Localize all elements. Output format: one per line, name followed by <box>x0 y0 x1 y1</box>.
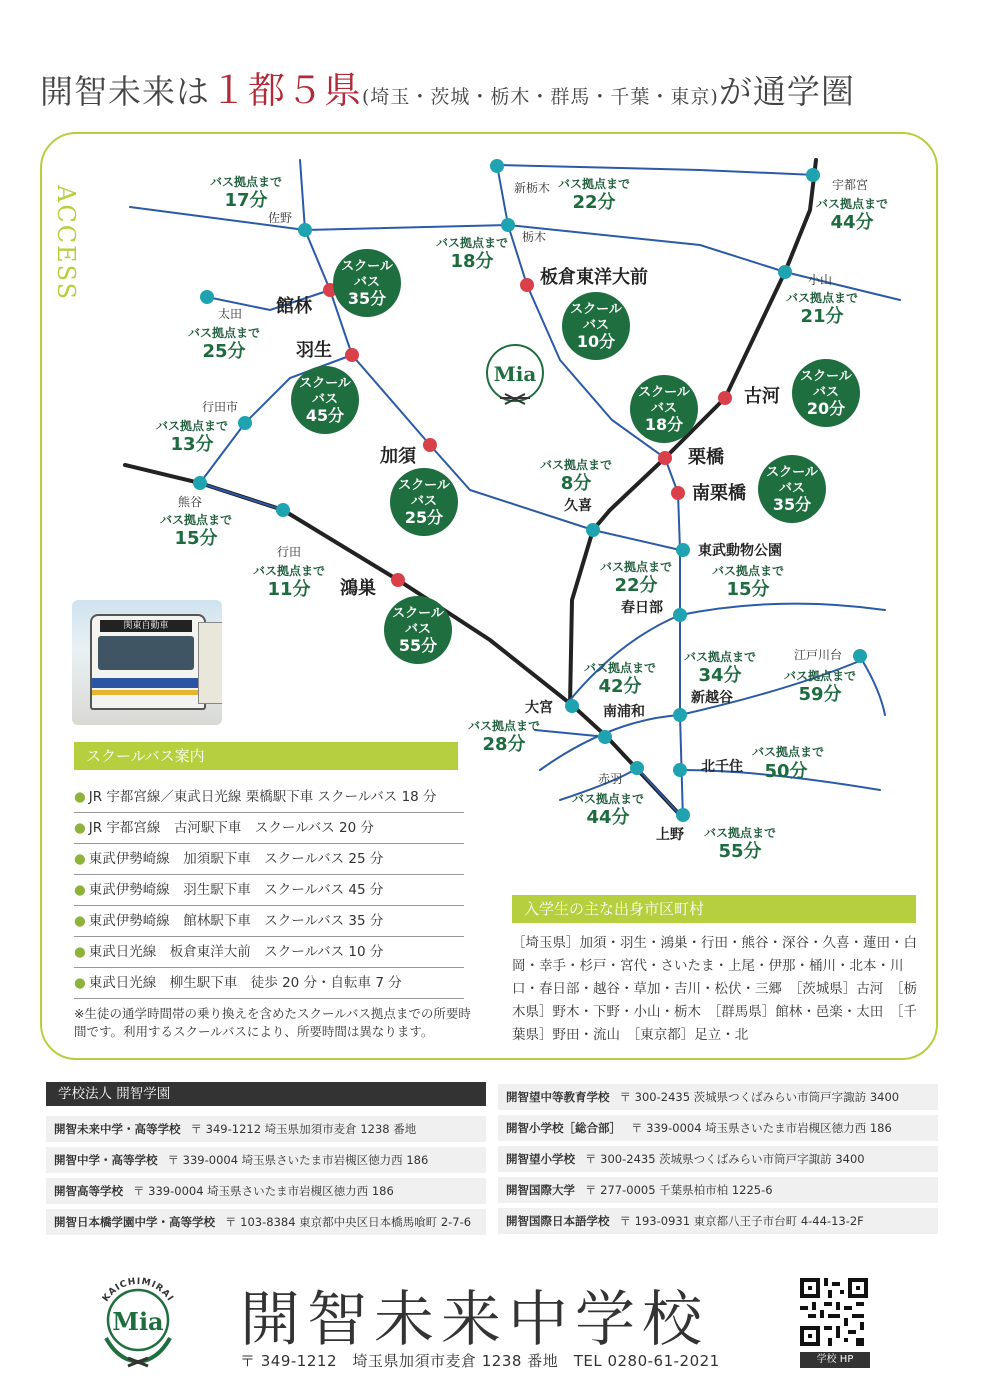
svg-text:15分: 15分 <box>726 579 770 600</box>
svg-text:バス: バス <box>778 481 806 496</box>
hub-label-sano <box>210 174 292 225</box>
school-bus-badge-kurihashi <box>630 375 698 443</box>
svg-text:バス: バス <box>410 494 438 509</box>
svg-text:東武動物公園: 東武動物公園 <box>698 543 782 559</box>
hub-marker-oyama <box>778 265 792 279</box>
svg-text:熊谷: 熊谷 <box>177 495 203 509</box>
school-row: 開智国際日本語学校 〒 193-0931 東京都八王子市台町 4-44-13-2F <box>498 1208 938 1234</box>
svg-text:13分: 13分 <box>170 434 214 455</box>
svg-text:春日部: 春日部 <box>621 600 663 616</box>
station-marker-kurihashi <box>658 451 672 465</box>
svg-text:22分: 22分 <box>572 192 616 213</box>
bus-guide-row: ● JR 宇都宮線 古河駅下車 スクールバス 20 分 <box>74 813 464 844</box>
svg-text:スクール: スクール <box>766 465 818 480</box>
svg-text:50分: 50分 <box>764 761 808 782</box>
school-row: 開智中学・高等学校 〒 339-0004 埼玉県さいたま市岩槻区徳力西 186 <box>46 1147 486 1173</box>
qr-label: 学校 HP <box>800 1352 870 1368</box>
title-prefectures: (埼玉・茨城・栃木・群馬・千葉・東京) <box>362 86 719 108</box>
svg-text:10分: 10分 <box>576 332 616 351</box>
station-marker-itakura <box>520 278 534 292</box>
school-row: 開智望小学校 〒 300-2435 茨城県つくばみらい市筒戸字諏訪 3400 <box>498 1146 938 1172</box>
school-row: 開智高等学校 〒 339-0004 埼玉県さいたま市岩槻区徳力西 186 <box>46 1178 486 1204</box>
school-bus-badge-minamikurihashi <box>758 455 826 523</box>
svg-text:20分: 20分 <box>806 399 846 418</box>
svg-text:バス拠点まで: バス拠点まで <box>583 661 657 675</box>
hub-label-ota <box>188 306 260 362</box>
school-bus-badge-tatebayashi <box>333 249 401 317</box>
origins-text: ［埼玉県］加須・羽生・鴻巣・行田・熊谷・深谷・久喜・蓮田・白岡・幸手・杉戸・宮代・さいたま・上尾・伊那・桶川・北本・川口・春日部・越谷・草加・吉川・松伏・三郷 ［茨城県］古河 ［栃木県］野木・下野・小山・栃木 ［群馬県］館林・邑楽・太田 ［千葉県］野田・流山 ［東京都］足立・北 <box>512 935 917 1043</box>
svg-text:バス拠点まで: バス拠点まで <box>711 564 785 578</box>
hub-marker-ueno <box>676 808 690 822</box>
map-school-logo <box>487 345 543 404</box>
hub-label-oyama <box>786 273 858 327</box>
bus-guide-heading: スクールバス案内 <box>74 742 458 770</box>
svg-text:22分: 22分 <box>614 575 658 596</box>
svg-text:バス拠点まで: バス拠点まで <box>703 826 777 840</box>
school-row: 開智日本橋学園中学・高等学校 〒 103-8384 東京都中央区日本橋馬喰町 2-7-6 <box>46 1209 486 1235</box>
school-bus-badge-koga <box>792 359 860 427</box>
hub-marker-gyodashi <box>238 416 252 430</box>
title-highlight: １都５県 <box>210 69 362 112</box>
station-label-minamikurihashi: 南栗橋 <box>692 483 746 504</box>
svg-text:55分: 55分 <box>398 636 438 655</box>
svg-text:18分: 18分 <box>450 251 494 272</box>
access-label: ACCESS <box>52 185 80 302</box>
svg-text:35分: 35分 <box>772 495 812 514</box>
hub-marker-minamiurawa <box>598 730 612 744</box>
school-bus-photo <box>72 600 222 725</box>
hub-marker-gyoda <box>276 503 290 517</box>
station-label-tatebayashi: 館林 <box>276 296 312 317</box>
svg-text:スクール: スクール <box>570 302 622 317</box>
line-utsunomiya <box>570 160 816 705</box>
svg-text:江戸川台: 江戸川台 <box>793 648 843 662</box>
svg-text:バス拠点まで: バス拠点まで <box>815 197 889 211</box>
svg-text:バス: バス <box>812 385 840 400</box>
svg-text:スクール: スクール <box>392 606 444 621</box>
svg-text:バス: バス <box>404 622 432 637</box>
svg-text:バス拠点まで: バス拠点まで <box>187 326 261 340</box>
svg-text:34分: 34分 <box>698 665 742 686</box>
bus-guide-row: ● 東武伊勢崎線 館林駅下車 スクールバス 35 分 <box>74 906 464 937</box>
hub-label-edogawadai <box>784 648 856 705</box>
svg-text:久喜: 久喜 <box>564 498 592 514</box>
hub-label-ueno <box>656 825 776 862</box>
svg-text:25分: 25分 <box>404 508 444 527</box>
hub-label-gyoda <box>253 545 325 600</box>
station-label-kurihashi: 栗橋 <box>688 447 724 468</box>
hub-marker-kasukabe <box>673 608 687 622</box>
school-address: 〒 349-1212 埼玉県加須市麦倉 1238 番地 TEL 0280-61-2021 <box>240 1352 720 1370</box>
hub-label-shintochigi <box>514 176 630 213</box>
svg-text:バス: バス <box>582 318 610 333</box>
svg-text:59分: 59分 <box>798 684 842 705</box>
line-kumagaya-gyoda <box>200 483 283 510</box>
svg-text:バス: バス <box>311 392 339 407</box>
hub-marker-omiya <box>565 699 579 713</box>
svg-text:18分: 18分 <box>644 415 684 434</box>
svg-text:8分: 8分 <box>560 473 592 494</box>
hub-label-gyodashi <box>156 400 238 455</box>
hub-label-shinkoshigaya <box>684 649 756 706</box>
bus-guide-row: ● 東武伊勢崎線 羽生駅下車 スクールバス 45 分 <box>74 875 464 906</box>
svg-text:バス: バス <box>353 275 381 290</box>
school-name: 開智未来中学校 <box>240 1285 709 1355</box>
hub-label-kuki <box>540 457 612 514</box>
hub-marker-akabane <box>630 761 644 775</box>
school-logo <box>88 1268 188 1368</box>
svg-text:佐野: 佐野 <box>267 211 293 225</box>
svg-text:新越谷: 新越谷 <box>691 690 733 706</box>
svg-text:KAICHIMIRAI: KAICHIMIRAI <box>100 1276 176 1304</box>
hub-label-kumagaya <box>160 494 232 549</box>
svg-text:スクール: スクール <box>800 369 852 384</box>
svg-text:バス拠点まで: バス拠点まで <box>783 669 857 683</box>
bus-guide-row: ● JR 宇都宮線／東武日光線 栗橋駅下車 スクールバス 18 分 <box>74 782 464 813</box>
line-keihin <box>535 730 607 737</box>
corporation-heading: 学校法人 開智学園 <box>46 1082 486 1106</box>
hub-marker-kumagaya <box>193 476 207 490</box>
hub-marker-kitasenju <box>673 763 687 777</box>
bus-destination-sign: 関東自動車 <box>100 620 192 632</box>
svg-text:バス拠点まで: バス拠点まで <box>467 719 541 733</box>
school-bus-badge-hanyu <box>291 366 359 434</box>
svg-text:15分: 15分 <box>174 528 218 549</box>
school-row: 開智望中等教育学校 〒 300-2435 茨城県つくばみらい市筒戸字諏訪 3400 <box>498 1084 938 1110</box>
svg-text:スクール: スクール <box>398 478 450 493</box>
svg-text:バス拠点まで: バス拠点まで <box>785 291 859 305</box>
svg-text:スクール: スクール <box>638 385 690 400</box>
hub-label-omiya <box>468 699 553 755</box>
svg-text:北千住: 北千住 <box>701 759 743 775</box>
svg-text:バス拠点まで: バス拠点まで <box>571 792 645 806</box>
svg-text:44分: 44分 <box>586 807 630 828</box>
hub-label-kasukabe <box>600 559 672 616</box>
hub-marker-utsunomiya <box>806 168 820 182</box>
hub-label-utsunomiya <box>816 177 888 233</box>
svg-text:行田: 行田 <box>276 545 302 559</box>
svg-text:太田: 太田 <box>217 307 243 321</box>
svg-text:南浦和: 南浦和 <box>603 704 645 720</box>
hub-marker-shinkoshigaya <box>673 708 687 722</box>
station-label-hanyu: 羽生 <box>296 340 332 361</box>
svg-text:新栃木: 新栃木 <box>513 181 551 195</box>
svg-text:バス拠点まで: バス拠点まで <box>683 650 757 664</box>
qr-code[interactable] <box>800 1278 868 1346</box>
school-bus-badge-kazo <box>390 468 458 536</box>
hub-marker-shintochigi <box>490 159 504 173</box>
svg-text:栃木: 栃木 <box>521 230 547 244</box>
school-row: 開智国際大学 〒 277-0005 千葉県柏市柏 1225-6 <box>498 1177 938 1203</box>
station-marker-konosu <box>391 573 405 587</box>
station-marker-hanyu <box>345 348 359 362</box>
svg-text:バス拠点まで: バス拠点まで <box>557 177 631 191</box>
hub-label-tochigi <box>436 229 546 272</box>
hub-label-minamiurawa <box>584 660 656 720</box>
svg-text:11分: 11分 <box>267 579 311 600</box>
svg-text:バス: バス <box>650 401 678 416</box>
svg-text:45分: 45分 <box>305 406 345 425</box>
bus-guide-note: ※生徒の通学時間帯の乗り換えを含めたスクールバス拠点までの所要時間です。利用するスクールバスにより、所要時間は異なります。 <box>74 1006 471 1039</box>
station-marker-koga <box>718 391 732 405</box>
title-main-b: が通学圏 <box>718 72 855 111</box>
svg-text:バス拠点まで: バス拠点まで <box>599 560 673 574</box>
station-label-kazo: 加須 <box>380 446 416 467</box>
bus-guide-row: ● 東武日光線 柳生駅下車 徒歩 20 分・自転車 7 分 <box>74 968 464 999</box>
svg-text:バス拠点まで: バス拠点まで <box>155 419 229 433</box>
school-bus-badge-konosu <box>384 596 452 664</box>
hub-label-akabane <box>572 771 644 828</box>
hub-label-kitasenju <box>701 744 824 782</box>
svg-text:宇都宮: 宇都宮 <box>831 178 869 192</box>
school-row: 開智未来中学・高等学校 〒 349-1212 埼玉県加須市麦倉 1238 番地 <box>46 1116 486 1142</box>
svg-text:25分: 25分 <box>202 341 246 362</box>
svg-text:バス拠点まで: バス拠点まで <box>539 458 613 472</box>
svg-text:17分: 17分 <box>224 190 268 211</box>
bus-guide-row: ● 東武伊勢崎線 加須駅下車 スクールバス 25 分 <box>74 844 464 875</box>
svg-text:55分: 55分 <box>718 841 762 862</box>
station-marker-kazo <box>423 438 437 452</box>
hub-marker-kuki <box>586 523 600 537</box>
title-main-a: 開智未来は <box>40 72 210 111</box>
station-marker-minamikurihashi <box>671 486 685 500</box>
line-shinkansen <box>497 165 816 175</box>
svg-text:大宮: 大宮 <box>525 700 553 716</box>
svg-text:35分: 35分 <box>347 289 387 308</box>
svg-text:Mia: Mia <box>112 1307 164 1336</box>
svg-text:バス拠点まで: バス拠点まで <box>159 513 233 527</box>
svg-text:21分: 21分 <box>800 306 844 327</box>
svg-text:バス拠点まで: バス拠点まで <box>751 745 825 759</box>
bus-guide-row: ● 東武日光線 板倉東洋大前 スクールバス 10 分 <box>74 937 464 968</box>
hub-marker-tochigi <box>501 218 515 232</box>
station-label-itakura: 板倉東洋大前 <box>540 267 648 288</box>
station-label-konosu: 鴻巣 <box>340 578 376 599</box>
line-ryomo <box>130 207 900 300</box>
svg-text:小山: 小山 <box>807 273 833 287</box>
origins-heading: 入学生の主な出身市区町村 <box>512 895 916 923</box>
school-row: 開智小学校［総合部］ 〒 339-0004 埼玉県さいたま市岩槻区徳力西 186 <box>498 1115 938 1141</box>
svg-text:バス拠点まで: バス拠点まで <box>252 564 326 578</box>
hub-marker-sano <box>298 223 312 237</box>
svg-text:42分: 42分 <box>598 676 642 697</box>
svg-text:28分: 28分 <box>482 734 526 755</box>
svg-text:44分: 44分 <box>830 212 874 233</box>
svg-text:上野: 上野 <box>656 827 684 843</box>
svg-text:バス拠点まで: バス拠点まで <box>209 175 283 189</box>
hub-marker-edogawadai <box>853 649 867 663</box>
hub-marker-ota <box>200 290 214 304</box>
hub-marker-tobudobutsukoen <box>676 543 690 557</box>
station-label-koga: 古河 <box>744 386 780 407</box>
svg-text:行田市: 行田市 <box>201 400 239 414</box>
svg-text:スクール: スクール <box>341 259 393 274</box>
hub-label-tobudobutsukoen <box>698 542 784 600</box>
svg-text:バス拠点まで: バス拠点まで <box>435 236 509 250</box>
svg-text:赤羽: 赤羽 <box>597 772 623 786</box>
svg-text:Mia: Mia <box>493 362 537 386</box>
school-bus-badge-itakura <box>562 292 630 360</box>
svg-text:スクール: スクール <box>299 376 351 391</box>
